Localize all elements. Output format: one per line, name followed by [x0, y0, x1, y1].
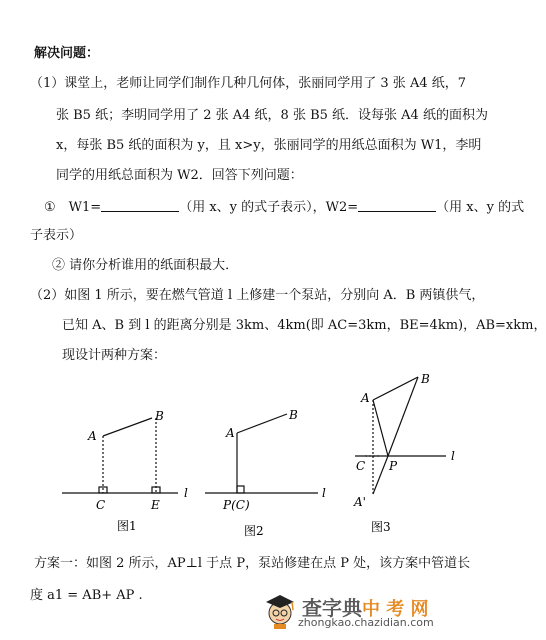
- plan1-line-1: 方案一：如图 2 所示，AP⊥l 于点 P，泵站修建在点 P 处，该方案中管道长: [34, 556, 471, 571]
- q1-sub2: ② 请你分析谁用的纸面积最大．: [52, 258, 239, 273]
- fig3-label-a: A: [361, 391, 370, 405]
- fig3-segment-ab: [373, 377, 418, 400]
- graduate-mascot-icon: [262, 592, 298, 630]
- fig2-segment-ab: [237, 414, 287, 433]
- fig1-label-a: A: [88, 429, 97, 443]
- section-heading: 解决问题：: [34, 46, 100, 61]
- fig2-caption: 图2: [244, 524, 264, 538]
- fig3-segment-ap: [373, 400, 388, 456]
- fig3-segment-bp: [388, 377, 418, 456]
- fig3-label-p: P: [389, 459, 398, 473]
- w2-hint: （用 x、y 的式: [436, 200, 525, 215]
- q1-sub1-cont: 子表示）: [30, 228, 83, 243]
- fig2-right-angle-p: [237, 486, 244, 493]
- q1-line-4: 同学的用纸总面积为 W2．回答下列问题：: [56, 168, 303, 183]
- q2-line-1: （2）如图 1 所示，要在燃气管道 l 上修建一个泵站，分别向 A．B 两镇供气，: [30, 288, 485, 303]
- watermark-title-accent: 中 考 网: [362, 599, 429, 620]
- fig1-caption: 图1: [117, 519, 137, 533]
- fig2-label-a: A: [226, 426, 235, 440]
- fig2-label-b: B: [289, 408, 298, 422]
- q1-line-2: 张 B5 纸；李明同学用了 2 张 A4 纸，8 张 B5 纸．设每张 A4 纸的面积为: [56, 108, 488, 123]
- fig1-label-l: l: [184, 486, 188, 500]
- q1-line-3: x，每张 B5 纸的面积为 y，且 x>y，张丽同学的用纸总面积为 W1，李明: [56, 138, 482, 153]
- fig3-segment-pa2: [373, 456, 388, 494]
- fig3-label-a-prime: A': [354, 495, 366, 509]
- fig3-label-l: l: [451, 449, 455, 463]
- fig1-label-e: E: [151, 498, 160, 512]
- w1-label: ① W1=: [44, 200, 102, 215]
- fig3-label-c: C: [356, 459, 366, 473]
- q2-line-3: 现设计两种方案：: [62, 348, 167, 363]
- watermark-title-main: 查字典: [302, 596, 362, 620]
- watermark-url: zhongkao.chazidian.com: [298, 616, 434, 629]
- q1-line-1: （1）课堂上，老师让同学们制作几种几何体，张丽同学用了 3 张 A4 纸，7: [30, 76, 467, 91]
- site-watermark: [256, 592, 506, 632]
- fig2-label-l: l: [322, 486, 326, 500]
- fig2-label-pc: P(C): [223, 498, 250, 512]
- fig3-label-b: B: [421, 372, 430, 386]
- w1-hint-and-w2-label: （用 x、y 的式子表示），W2=: [179, 200, 359, 215]
- fig1-segment-ab: [103, 418, 152, 436]
- fig3-caption: 图3: [371, 520, 391, 534]
- plan1-line-2: 度 a1 = AB+ AP .: [30, 588, 143, 603]
- q2-line-2: 已知 A、B 到 l 的距离分别是 3km、4km(即 AC=3km，BE=4km)，AB=xkm，: [62, 318, 546, 333]
- fig1-label-c: C: [96, 498, 106, 512]
- fig1-label-b: B: [155, 409, 164, 423]
